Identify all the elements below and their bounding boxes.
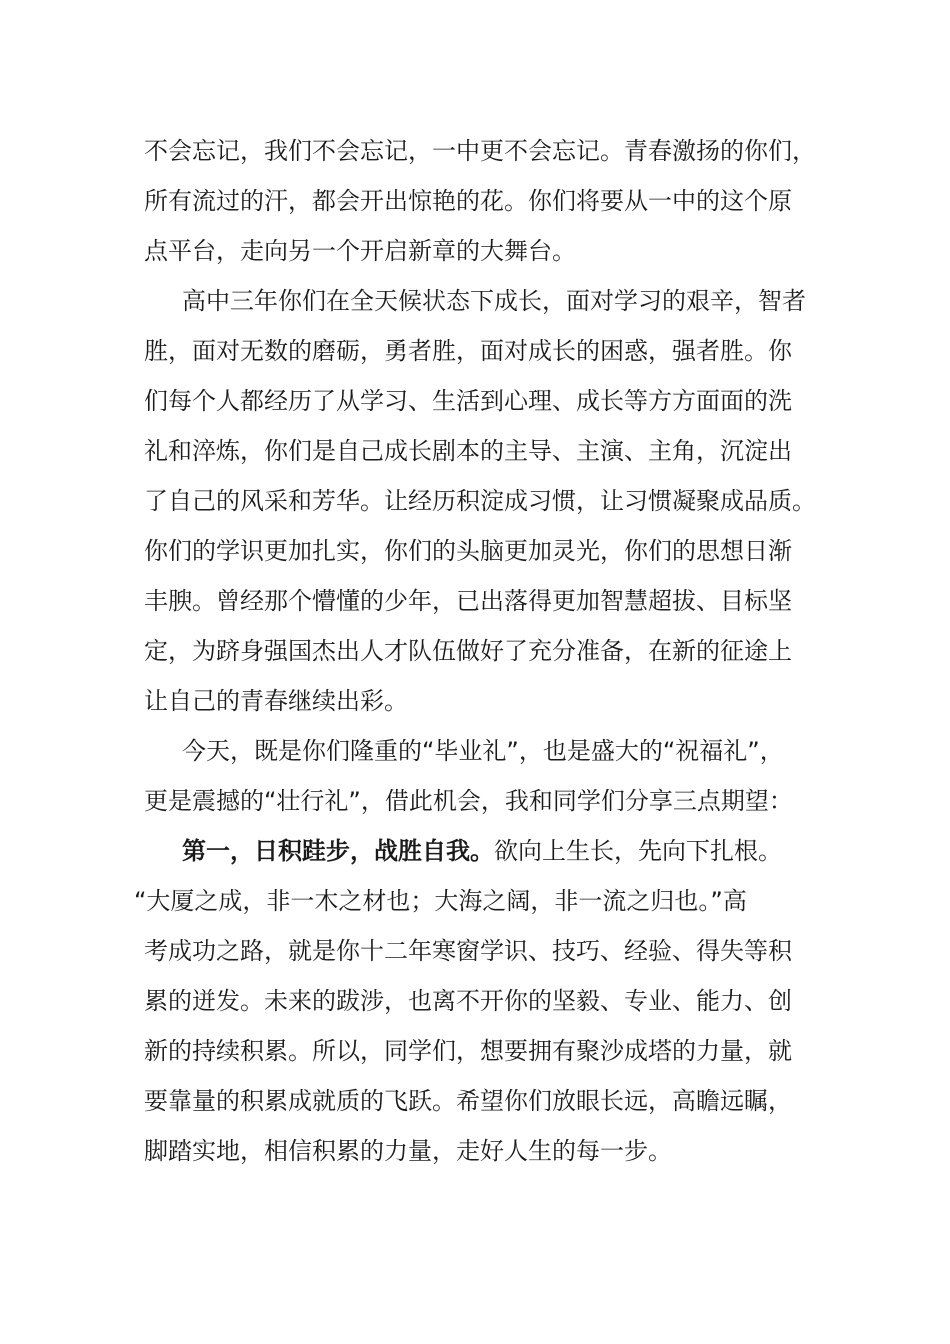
paragraph-4-line: “大厦之成，非一木之材也；大海之阔，非一流之归也。”高 (134, 887, 747, 915)
paragraph-4-line: 新的持续积累。所以，同学们，想要拥有聚沙成塔的力量，就 (144, 1037, 792, 1065)
paragraph-2-line: 你们的学识更加扎实，你们的头脑更加灵光，你们的思想日渐 (144, 537, 792, 565)
paragraph-1-line: 所有流过的汗，都会开出惊艳的花。你们将要从一中的这个原 (144, 187, 792, 215)
paragraph-1-line: 点平台，走向另一个开启新章的大舞台。 (144, 237, 576, 265)
paragraph-3-line: 今天，既是你们隆重的“毕业礼”，也是盛大的“祝福礼”， (182, 737, 784, 765)
paragraph-2-line: 们每个人都经历了从学习、生活到心理、成长等方方面面的洗 (144, 387, 792, 415)
paragraph-2-line: 丰腴。曾经那个懵懂的少年，已出落得更加智慧超拔、目标坚 (144, 587, 792, 615)
paragraph-4-first-line (144, 826, 816, 876)
paragraph-2-line: 礼和淬炼，你们是自己成长剧本的主导、主演、主角，沉淀出 (144, 437, 792, 465)
paragraph-4-line: 累的迸发。未来的跋涉，也离不开你的坚毅、专业、能力、创 (144, 987, 792, 1015)
document-body (134, 126, 816, 1176)
paragraph-2-line: 让自己的青春继续出彩。 (144, 687, 408, 715)
paragraph-4-heading: 第一，日积跬步，战胜自我。 (182, 837, 494, 865)
paragraph-4-line: 要靠量的积累成就质的飞跃。希望你们放眼长远，高瞻远瞩， (144, 1087, 792, 1115)
paragraph-2-line: 高中三年你们在全天候状态下成长，面对学习的艰辛，智者 (182, 287, 806, 315)
paragraph-3-line: 更是震撼的“壮行礼”，借此机会，我和同学们分享三点期望： (144, 787, 793, 815)
paragraph-2-line: 了自己的风采和芳华。让经历积淀成习惯，让习惯凝聚成品质。 (144, 487, 816, 515)
paragraph-4-first-rest: 欲向上生长，先向下扎根。 (494, 837, 782, 865)
paragraph-1-line: 不会忘记，我们不会忘记，一中更不会忘记。青春激扬的你们， (144, 137, 816, 165)
paragraph-2-line: 定，为跻身强国杰出人才队伍做好了充分准备，在新的征途上 (144, 637, 792, 665)
paragraph-4-line: 脚踏实地，相信积累的力量，走好人生的每一步。 (144, 1137, 672, 1165)
paragraph-4-line: 考成功之路，就是你十二年寒窗学识、技巧、经验、得失等积 (144, 937, 792, 965)
paragraph-2-line: 胜，面对无数的磨砺，勇者胜，面对成长的困惑，强者胜。你 (144, 337, 792, 365)
